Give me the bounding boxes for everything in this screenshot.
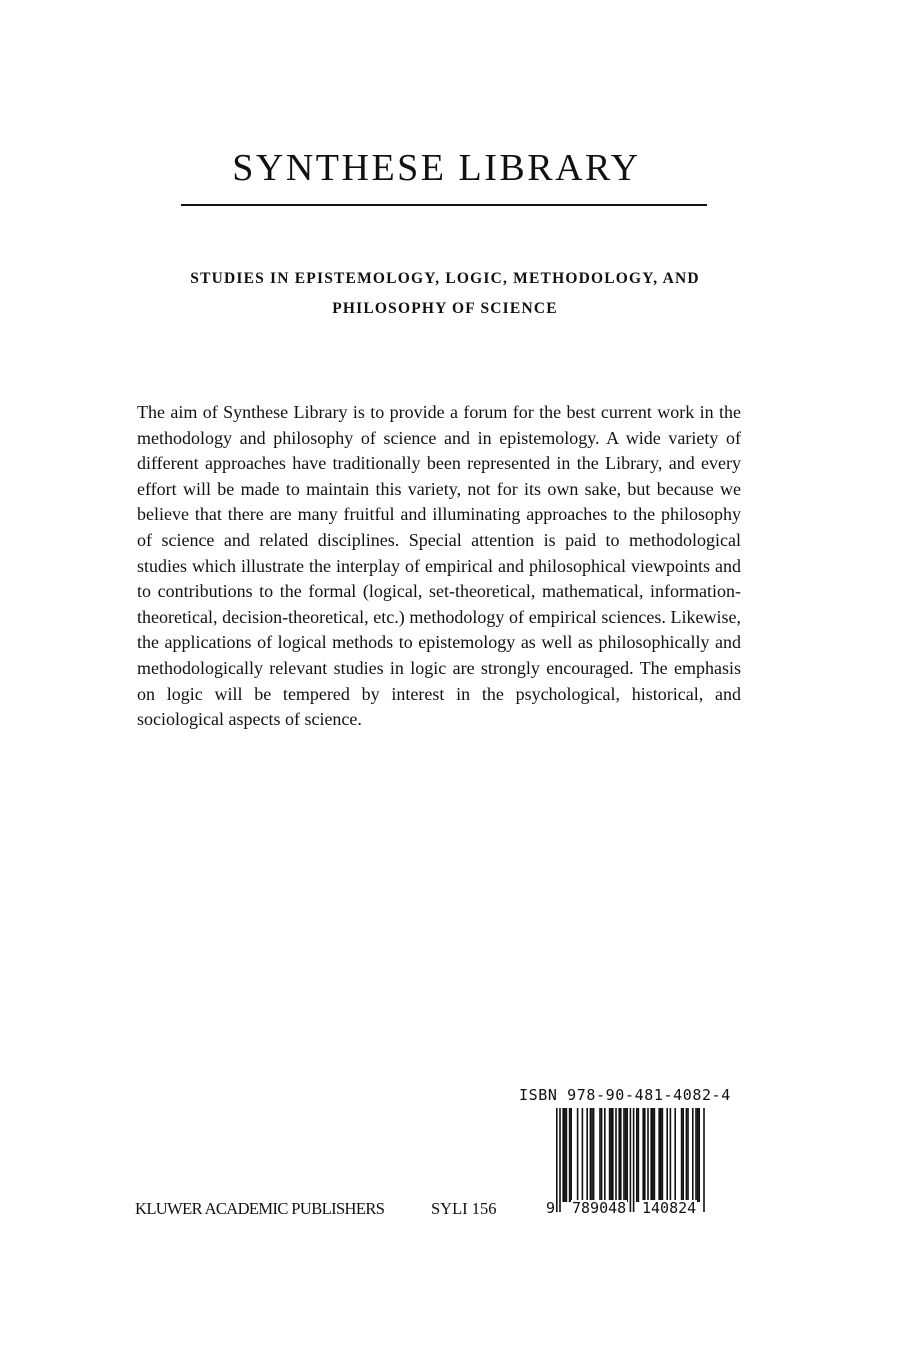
barcode-bar (604, 1108, 606, 1202)
isbn-number: ISBN 978-90-481-4082-4 (519, 1086, 731, 1104)
barcode-bar (562, 1108, 564, 1202)
subtitle-line-1: STUDIES IN EPISTEMOLOGY, LOGIC, METHODOLOGY, AND (190, 270, 700, 287)
barcode-bar (559, 1108, 561, 1212)
barcode-bar (692, 1108, 694, 1202)
barcode-bar (662, 1108, 664, 1202)
barcode-bar (625, 1108, 627, 1202)
barcode-bar (687, 1108, 689, 1202)
barcode-bar (577, 1108, 579, 1202)
barcode-bar (681, 1108, 683, 1202)
barcode-bar (582, 1108, 584, 1202)
barcode-bar (686, 1108, 688, 1202)
barcode-bar (586, 1108, 588, 1202)
barcode-bar (638, 1108, 640, 1202)
barcode-bar (697, 1108, 699, 1202)
barcode-bar (593, 1108, 595, 1202)
barcode-bar (570, 1108, 572, 1202)
barcode-bar (670, 1108, 672, 1202)
barcode-bar (610, 1108, 612, 1202)
series-code: SYLI 156 (431, 1199, 497, 1218)
barcode-bar (654, 1108, 656, 1202)
barcode-bar (647, 1108, 649, 1202)
barcode-bar (658, 1108, 660, 1202)
barcode-bar (636, 1108, 638, 1202)
barcode-bar (644, 1108, 646, 1202)
barcode-bar (633, 1108, 635, 1212)
barcode-bar (620, 1108, 622, 1202)
subtitle-line-2: PHILOSOPHY OF SCIENCE (332, 300, 558, 317)
barcode-bar (666, 1108, 668, 1202)
barcode-bar (698, 1108, 700, 1202)
barcode-bar (703, 1108, 705, 1212)
barcode-bar (623, 1108, 625, 1202)
barcode-bar (652, 1108, 654, 1202)
barcode-icon (552, 1108, 706, 1212)
barcode-bar (630, 1108, 632, 1212)
barcode-bar (601, 1108, 603, 1202)
barcode-bar (642, 1108, 644, 1202)
barcode-bar (564, 1108, 566, 1202)
barcode-bar (660, 1108, 662, 1202)
barcode-bar (618, 1108, 620, 1202)
barcode-bar (682, 1108, 684, 1202)
barcode-bar (591, 1108, 593, 1202)
series-subtitle (150, 264, 740, 324)
barcode-bar (626, 1108, 628, 1202)
title-rule (181, 204, 707, 206)
barcode-bar (695, 1108, 697, 1202)
publisher-name: KLUWER ACADEMIC PUBLISHERS (135, 1199, 385, 1218)
series-title: SYNTHESE LIBRARY (232, 147, 641, 189)
barcode-bar (556, 1108, 558, 1212)
barcode-lead-digit: 9 (546, 1199, 556, 1217)
barcode-bar (615, 1108, 617, 1202)
barcode-bar (609, 1108, 611, 1202)
barcode-bar (566, 1108, 568, 1202)
barcode-bar (674, 1108, 676, 1202)
barcode-bar (650, 1108, 652, 1202)
barcode-bar (590, 1108, 592, 1202)
series-description: The aim of Synthese Library is to provide a forum for the best current work in the methodology and philosophy of science and in epistemology. A wide variety of different approaches have traditionally been represented in the Library, and every effort will be made to maintain this variety, not for its own sake, but because we believe that there are many fruitful and illuminating approaches to the philosophy of science and related disciplines. Special attention is paid to methodological studies which illustrate the interplay of empirical and philosophical viewpoints and to contributions to the formal (logical, set-theoretical, mathematical, information-theoretical, decision-theoretical, etc.) methodology of empirical sciences. Likewise, the applications of logical methods to epistemology as well as philosophically and methodologically relevant studies in logic are strongly encouraged. The emphasis on logic will be tempered by interest in the psychological, historical, and sociological aspects of science. (137, 402, 741, 730)
barcode-bar (612, 1108, 614, 1202)
barcode-right-digits: 140824 (642, 1199, 697, 1217)
barcode-bar (599, 1108, 601, 1202)
barcode-bar (569, 1108, 571, 1202)
barcode-left-digits: 789048 (572, 1199, 627, 1217)
